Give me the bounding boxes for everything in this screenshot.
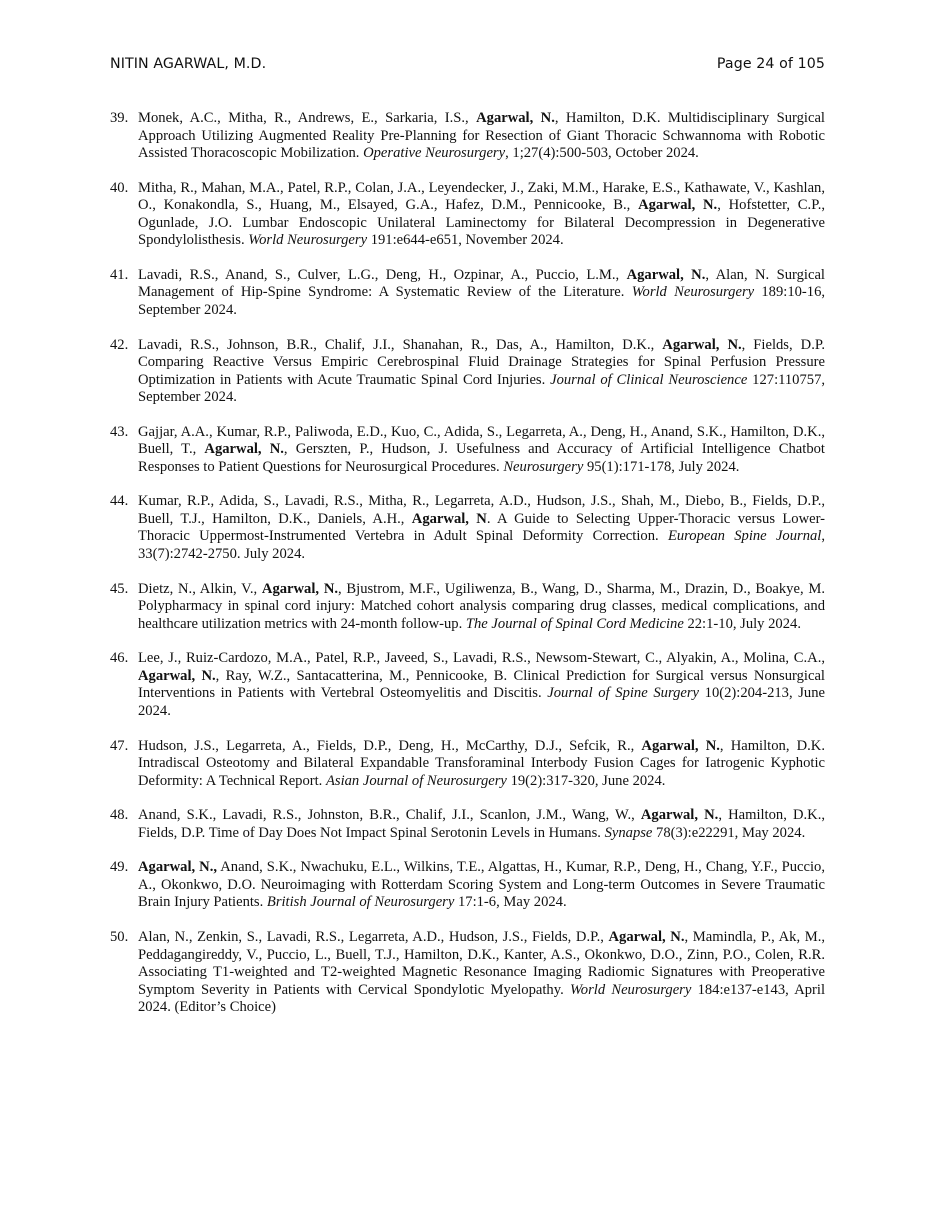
reference-number: 41.	[110, 266, 129, 283]
reference-number: 45.	[110, 580, 129, 597]
journal-title: World Neurosurgery	[631, 284, 755, 301]
reference-text	[138, 807, 825, 842]
reference-segment: , 1;27(4):500-503, October 2024.	[505, 145, 699, 161]
reference-item	[110, 650, 825, 720]
reference-item	[110, 493, 825, 563]
reference-item	[110, 110, 825, 163]
page-header	[110, 56, 825, 72]
reference-text	[138, 650, 825, 720]
journal-title: Synapse	[604, 824, 653, 841]
reference-segment: , Hamilton, D.K., Fields, D.P. Time of Day Does Not Impact Spinal Serotonin Levels in Humans.	[138, 807, 825, 841]
reference-item	[110, 859, 825, 912]
reference-number: 48.	[110, 807, 129, 824]
reference-item	[110, 424, 825, 477]
journal-title: World Neurosurgery	[569, 981, 692, 998]
reference-number: 40.	[110, 179, 129, 196]
reference-segment: Monek, A.C., Mitha, R., Andrews, E., Sarkaria, I.S.,	[138, 110, 477, 126]
reference-segment: Dietz, N., Alkin, V.,	[138, 580, 262, 597]
author-highlight: Agarwal, N.,	[138, 859, 218, 876]
reference-segment: , Ray, W.Z., Santacatterina, M., Pennicooke, B. Clinical Prediction for Surgical versus Nonsurgical Interventions in Patients with Vertebral Osteomyelitis and Discitis.	[138, 667, 825, 702]
reference-number: 44.	[110, 493, 129, 510]
reference-item	[110, 180, 825, 250]
reference-item	[110, 807, 825, 842]
reference-segment: 22:1-10, July 2024.	[683, 615, 801, 632]
reference-segment: , 33(7):2742-2750. July 2024.	[138, 528, 825, 562]
journal-title: World Neurosurgery	[248, 232, 368, 249]
reference-number: 46.	[110, 650, 129, 667]
journal-title: European Spine Journal	[667, 528, 822, 545]
author-highlight: Agarwal, N	[411, 510, 487, 527]
author-highlight: Agarwal, N.	[626, 266, 706, 283]
reference-text	[138, 424, 825, 477]
reference-number: 39.	[110, 110, 129, 126]
reference-segment: Gajjar, A.A., Kumar, R.P., Paliwoda, E.D., Kuo, C., Adida, S., Legarreta, A., Deng, H., Anand, S.K., Hamilton, D.K., Buell, T.,	[138, 423, 825, 458]
page-number: Page 24 of 105	[716, 56, 825, 72]
reference-segment: . A Guide to Selecting Upper-Thoracic versus Lower-Thoracic Uppermost-Instrumented Vertebra in Adult Spinal Deformity Correction.	[138, 510, 826, 545]
author-highlight: Agarwal, N.	[640, 807, 719, 824]
reference-segment: 189:10-16, September 2024.	[138, 284, 826, 318]
reference-segment: Mitha, R., Mahan, M.A., Patel, R.P., Colan, J.A., Leyendecker, J., Zaki, M.M., Harake, E.S., Kathawate, V., Kashlan, O., Konakondla, S., Huang, M., Elsayed, G.A., Hafez, D.M., Pennicooke, B.,	[138, 179, 825, 214]
reference-list	[110, 110, 825, 1034]
reference-segment: , Hofstetter, C.P., Ogunlade, J.O. Lumbar Endoscopic Unilateral Laminectomy for Bilateral Decompression in Degenerative Spondylolisthesis.	[138, 197, 825, 249]
reference-text	[138, 180, 825, 250]
reference-text	[138, 859, 825, 912]
author-highlight: Agarwal, N.	[638, 197, 718, 214]
reference-text	[138, 581, 825, 634]
journal-title: Operative Neurosurgery	[363, 145, 506, 161]
reference-text	[138, 267, 825, 320]
reference-item	[110, 929, 825, 1017]
reference-text	[138, 738, 825, 791]
reference-segment: 184:e137-e143, April 2024. (Editor’s Choice)	[138, 981, 825, 1016]
reference-segment: , Alan, N. Surgical Management of Hip-Spine Syndrome: A Systematic Review of the Literature.	[138, 266, 825, 301]
journal-title: Neurosurgery	[503, 458, 584, 475]
journal-title: Journal of Clinical Neuroscience	[550, 371, 748, 388]
reference-segment: 127:110757, September 2024.	[138, 371, 826, 406]
reference-number: 42.	[110, 336, 129, 353]
author-highlight: Agarwal, N.	[641, 737, 720, 754]
reference-segment: 95(1):171-178, July 2024.	[583, 458, 740, 475]
reference-text	[138, 110, 825, 163]
reference-segment: 191:e644-e651, November 2024.	[367, 232, 564, 249]
journal-title: Asian Journal of Neurosurgery	[325, 772, 507, 789]
reference-segment: Lavadi, R.S., Johnson, B.R., Chalif, J.I., Shanahan, R., Das, A., Hamilton, D.K.,	[138, 336, 663, 353]
reference-segment: 17:1-6, May 2024.	[454, 894, 567, 911]
author-highlight: Agarwal, N.	[662, 336, 742, 353]
author-highlight: Agarwal, N.	[204, 441, 284, 458]
reference-segment: 10(2):204-213, June 2024.	[138, 685, 826, 719]
reference-segment: Anand, S.K., Lavadi, R.S., Johnston, B.R., Chalif, J.I., Scanlon, J.M., Wang, W.,	[138, 807, 641, 824]
reference-segment: Alan, N., Zenkin, S., Lavadi, R.S., Legarreta, A.D., Hudson, J.S., Fields, D.P.,	[138, 929, 609, 946]
reference-number: 43.	[110, 423, 129, 440]
reference-segment: Lee, J., Ruiz-Cardozo, M.A., Patel, R.P., Javeed, S., Lavadi, R.S., Newsom-Stewart, C., Alyakin, A., Molina, C.A.,	[138, 650, 825, 667]
reference-segment: 78(3):e22291, May 2024.	[652, 824, 806, 841]
reference-segment: , Hamilton, D.K. Multidisciplinary Surgical Approach Utilizing Augmented Reality Pre-Planning for Resection of Giant Thoracic Schwannoma with Robotic Assisted Thoracoscopic Mobilization.	[138, 110, 825, 161]
author-highlight: Agarwal, N.	[138, 667, 216, 684]
reference-item	[110, 738, 825, 791]
reference-segment: , Fields, D.P. Comparing Reactive Versus Empiric Cerebrospinal Fluid Drainage Strategies for Spinal Perfusion Pressure Optimization in Patients with Acute Traumatic Spinal Cord Injuries.	[138, 336, 825, 388]
reference-segment: Kumar, R.P., Adida, S., Lavadi, R.S., Mitha, R., Legarreta, A.D., Hudson, J.S., Shah, M., Diebo, B., Fields, D.P., Buell, T.J., Hamilton, D.K., Daniels, A.H.,	[138, 493, 825, 527]
reference-text	[138, 493, 825, 563]
author-name: NITIN AGARWAL, M.D.	[110, 56, 267, 72]
reference-segment: , Gerszten, P., Hudson, J. Usefulness and Accuracy of Artificial Intelligence Chatbot Responses to Patient Questions for Neurosurgical Procedures.	[138, 441, 825, 475]
author-highlight: Agarwal, N.	[608, 929, 685, 946]
reference-segment: , Bjustrom, M.F., Ugiliwenza, B., Wang, D., Sharma, M., Drazin, D., Boakye, M. Polypharmacy in spinal cord injury: Matched cohort analysis comparing drug classes, medical complications, and healthcare utilization metrics with 24-month follow-up.	[138, 580, 825, 632]
reference-segment: Hudson, J.S., Legarreta, A., Fields, D.P., Deng, H., McCarthy, D.J., Sefcik, R.,	[138, 737, 642, 754]
reference-item	[110, 581, 825, 634]
reference-item	[110, 337, 825, 407]
reference-number: 47.	[110, 737, 129, 754]
reference-segment: Anand, S.K., Nwachuku, E.L., Wilkins, T.E., Algattas, H., Kumar, R.P., Deng, H., Chang, Y.F., Puccio, A., Okonkwo, D.O. Neuroimaging with Rotterdam Scoring System and Long-term Outcomes in Severe Traumatic Brain Injury Patients.	[138, 859, 825, 911]
reference-number: 50.	[110, 929, 129, 946]
journal-title: The Journal of Spinal Cord Medicine	[465, 615, 684, 632]
author-highlight: Agarwal, N.	[261, 580, 339, 597]
reference-text	[138, 337, 825, 407]
reference-text	[138, 929, 825, 1017]
reference-segment: , Hamilton, D.K. Intradiscal Osteotomy and Bilateral Expandable Transforaminal Interbody Fusion Cages for Iatrogenic Kyphotic Deformity: A Technical Report.	[138, 737, 825, 789]
reference-segment: 19(2):317-320, June 2024.	[506, 772, 666, 789]
journal-title: British Journal of Neurosurgery	[266, 894, 455, 911]
reference-segment: Lavadi, R.S., Anand, S., Culver, L.G., Deng, H., Ozpinar, A., Puccio, L.M.,	[138, 266, 627, 283]
reference-item	[110, 267, 825, 320]
author-highlight: Agarwal, N.	[476, 110, 555, 126]
journal-title: Journal of Spine Surgery	[547, 685, 700, 702]
reference-segment: , Mamindla, P., Ak, M., Peddagangireddy, V., Puccio, L., Buell, T.J., Hamilton, D.K., Kanter, A.S., Okonkwo, D.O., Zinn, P.O., Colen, R.R. Associating T1-weighted and T2-weighted Magnetic Resonance Imaging Radiomic Signatures with Preoperative Symptom Severity in Patients with Cervical Spondylotic Myelopathy.	[138, 929, 825, 998]
reference-number: 49.	[110, 859, 129, 876]
